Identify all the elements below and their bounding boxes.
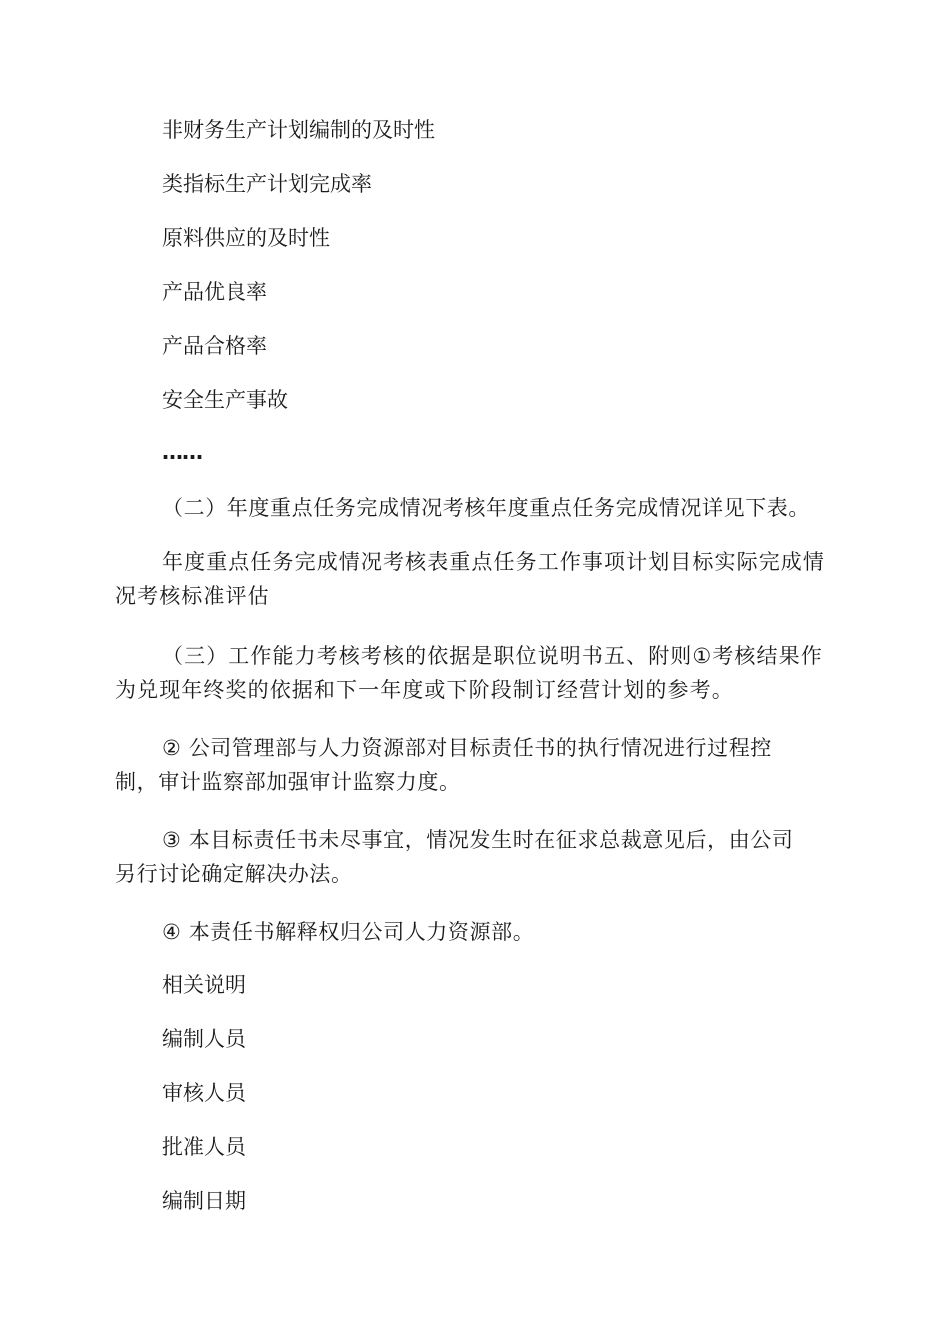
list-item-material-supply: 原料供应的及时性 [162,226,330,250]
footer-approved-by: 批准人员 [162,1135,246,1159]
section-two-paragraph: （二）年度重点任务完成情况考核年度重点任务完成情况详见下表。 [162,496,810,520]
list-ellipsis: …… [162,440,202,464]
list-item-safety-incidents: 安全生产事故 [162,388,288,412]
list-item-plan-completion-rate: 类指标生产计划完成率 [162,172,372,196]
footer-prepared-date: 编制日期 [162,1189,246,1213]
clause-three-paragraph: ③ 本目标责任书未尽事宜，情况发生时在征求总裁意见后，由公司另行讨论确定解决办法。 [115,828,794,886]
footer-related-notes: 相关说明 [162,973,246,997]
section-three-paragraph: （三）工作能力考核考核的依据是职位说明书五、附则①考核结果作为兑现年终奖的依据和下一年度或下阶段制订经营计划的参考。 [115,644,823,702]
list-item-product-pass-rate: 产品合格率 [162,334,267,358]
list-item-plan-timeliness: 非财务生产计划编制的及时性 [162,118,435,142]
footer-reviewed-by: 审核人员 [162,1081,246,1105]
clause-two-paragraph: ② 公司管理部与人力资源部对目标责任书的执行情况进行过程控制，审计监察部加强审计监察力度。 [115,736,772,794]
footer-prepared-by: 编制人员 [162,1027,246,1051]
clause-four-paragraph: ④ 本责任书解释权归公司人力资源部。 [162,920,535,944]
list-item-product-excellence-rate: 产品优良率 [162,280,267,304]
table-caption-paragraph: 年度重点任务完成情况考核表重点任务工作事项计划目标实际完成情况考核标准评估 [115,550,825,608]
